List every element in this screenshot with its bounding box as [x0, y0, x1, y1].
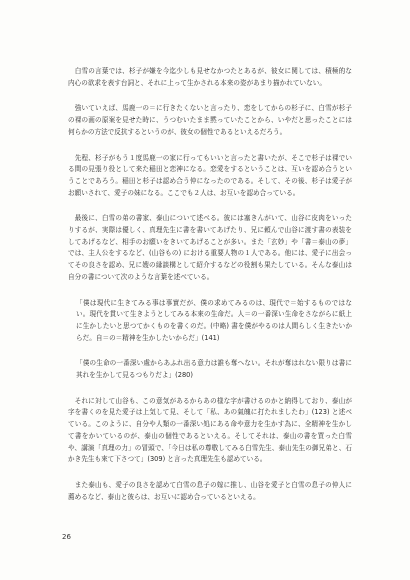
page-number: 26: [62, 533, 71, 541]
paragraph: 先程、杉子がもう１度馬鹿一の家に行ってもいいと言ったと書いたが、そこで杉子は裸でいる間の見張り役として来た稲田と恋神になる。恋愛をするということは、互いを認め合うということであろう。稲田と杉子は認め合う仲になったのである。そして、その後、杉子は愛子がお願いされて、愛子の妹になる。ここでも２人は、お互いを認め合っている。: [68, 153, 352, 197]
paragraph: それに対して山谷も、この意気があるからあの様な字が書けるのかと納得しており、泰山が字を書くのを見た愛子は上気して見、そして「私、あの氣魄に打たれましたわ」(123) と述べている。このように、自分や人類の一番深い処にある命や意力を生かす為に、全精神を生かして書をかいているのが、泰山の個性であるといえる。そしてそれは、泰山の書を買った白雪や、講演「真理の力」の冒頭で、「今日は私の尊敬してみる白雪先生、泰山先生の御兄弟と、石かき先生も來て下さつて」(309) と言った真理先生も認めている。: [68, 396, 352, 464]
paragraph: 最後に、白雪の弟の書家、泰山について述べる。彼には塞きんがいて、山谷に皮肉をいったりするが、実際は優しく、真理先生に書を書いてあげたり、兄に頼んで山谷に渡す書の表装をしてあげるなど、相手のお願いをきいてあげることが多い。また「玄妙」や「書＝泰山の夢」では、主人公をするなど、(山谷もの) における重要人物の１人である。他には、愛子に出会ってその良さを認め、兄に嫂の縁談構として紹介するなどの役割も果たしている。そんな泰山は自分の書について次のような言葉を述べている。: [68, 214, 352, 281]
paragraph: 強いていえば、馬鹿一の＝に行きたくないと言ったり、恋をしてからの杉子に、白雪が杉子の裸の画の原案を見せた時に、うつむいたまま黙っていたことから、いやだと思ったことには何らかの方法で反抗するというのが、彼女の個性であるといえるだろう。: [68, 104, 352, 136]
block-quote: 「僕の生命の一番深い處からあふれ出る意力は誰も奪へない。それが奪はれない限りは書に其れを生かして見るつもりだよ」(280): [76, 359, 352, 380]
paragraph: 白雪の言葉では、杉子が嫌を今迄少しも見せなかつたとあるが、彼女に関しては、積極的な内心の欲求を表す台詞と、それに上って生かされる本来の姿があまり描かれていない。: [68, 67, 352, 87]
block-quote: 「僕は現代に生きてみる事は事實だが、僕の求めてみるのは、現代で＝始するものではない。現代を貫いて生きようとしてみる本來の生命だ。人＝の一番深い生命をさながらに紙上に生かしたいと思つてかくものを書くのだ。(中略) 書を僕がやるのは人間らしく生きたいからだ。自＝の＝精神を生かしたいからだ」(141): [76, 298, 352, 342]
body-text: [68, 66, 352, 517]
paragraph: また泰山も、愛子の良さを認めて白雪の息子の嫁に推し、山谷を愛子と白雪の息子の仲人に薦めるなど、泰山と彼らは、お互いに認め合っているといえる。: [68, 480, 352, 501]
